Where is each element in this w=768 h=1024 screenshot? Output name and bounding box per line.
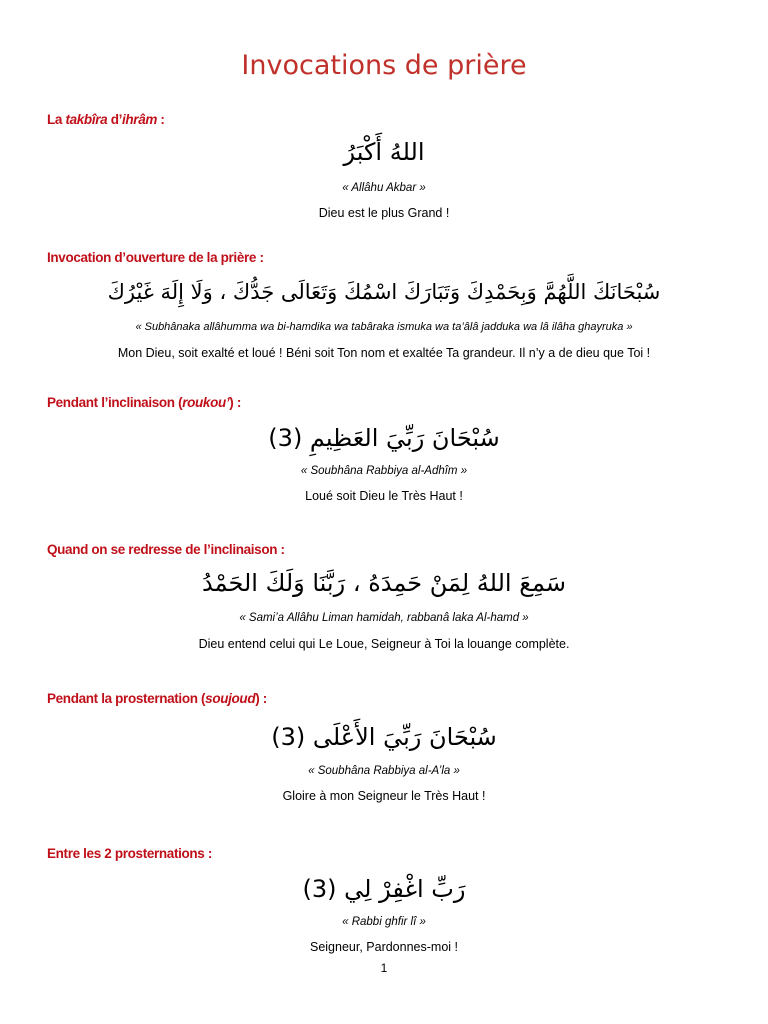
transliteration: « Soubhâna Rabbiya al-A’la » [308,765,460,777]
section-heading: Entre les 2 prosternations : [47,846,212,861]
section-heading: Quand on se redresse de l’inclinaison : [47,542,285,557]
arabic-invocation: سُبْحَانَ رَبِّيَ الأَعْلَى (3) [271,723,497,751]
section-heading: Pendant la prosternation (soujoud) : [47,691,267,706]
transliteration: « Rabbi ghfir lî » [342,916,426,928]
section-heading: La takbîra d’ihrâm : [47,112,165,127]
translation: Dieu entend celui qui Le Loue, Seigneur à Toi la louange complète. [198,637,570,651]
translation: Gloire à mon Seigneur le Très Haut ! [282,789,486,803]
arabic-invocation: اللهُ أَكْبَرُ [343,138,425,166]
page-number: 1 [380,961,388,975]
translation: Mon Dieu, soit exalté et loué ! Béni soit Ton nom et exaltée Ta grandeur. Il n’y a de dieu que Toi ! [117,346,651,360]
section-heading: Invocation d’ouverture de la prière : [47,250,264,265]
page-title: Invocations de prière [241,50,527,81]
transliteration: « Sami’a Allâhu Liman hamidah, rabbanâ laka Al-hamd » [239,612,529,624]
arabic-invocation: سُبْحَانَكَ اللَّهُمَّ وَبِحَمْدِكَ وَتَبَارَكَ اسْمُكَ وَتَعَالَى جَدُّكَ ، وَلَا إِلَهَ غَيْرُكَ [107,280,661,304]
arabic-invocation: سَمِعَ اللهُ لِمَنْ حَمِدَهُ ، رَبَّنَا وَلَكَ الحَمْدُ [202,569,566,597]
transliteration: « Allâhu Akbar » [342,182,426,194]
transliteration: « Subhânaka allâhumma wa bi-hamdika wa tabâraka ismuka wa ta’âlâ jadduka wa lâ ilâha ghayruka » [135,321,633,333]
section-heading: Pendant l’inclinaison (roukou’) : [47,395,241,410]
arabic-invocation: رَبِّ اغْفِرْ لِي (3) [302,875,466,903]
translation: Seigneur, Pardonnes-moi ! [309,940,458,954]
transliteration: « Soubhâna Rabbiya al-Adhîm » [300,465,468,477]
translation: Dieu est le plus Grand ! [318,206,450,220]
translation: Loué soit Dieu le Très Haut ! [305,489,463,503]
arabic-invocation: سُبْحَانَ رَبِّيَ العَظِيمِ (3) [268,424,500,452]
